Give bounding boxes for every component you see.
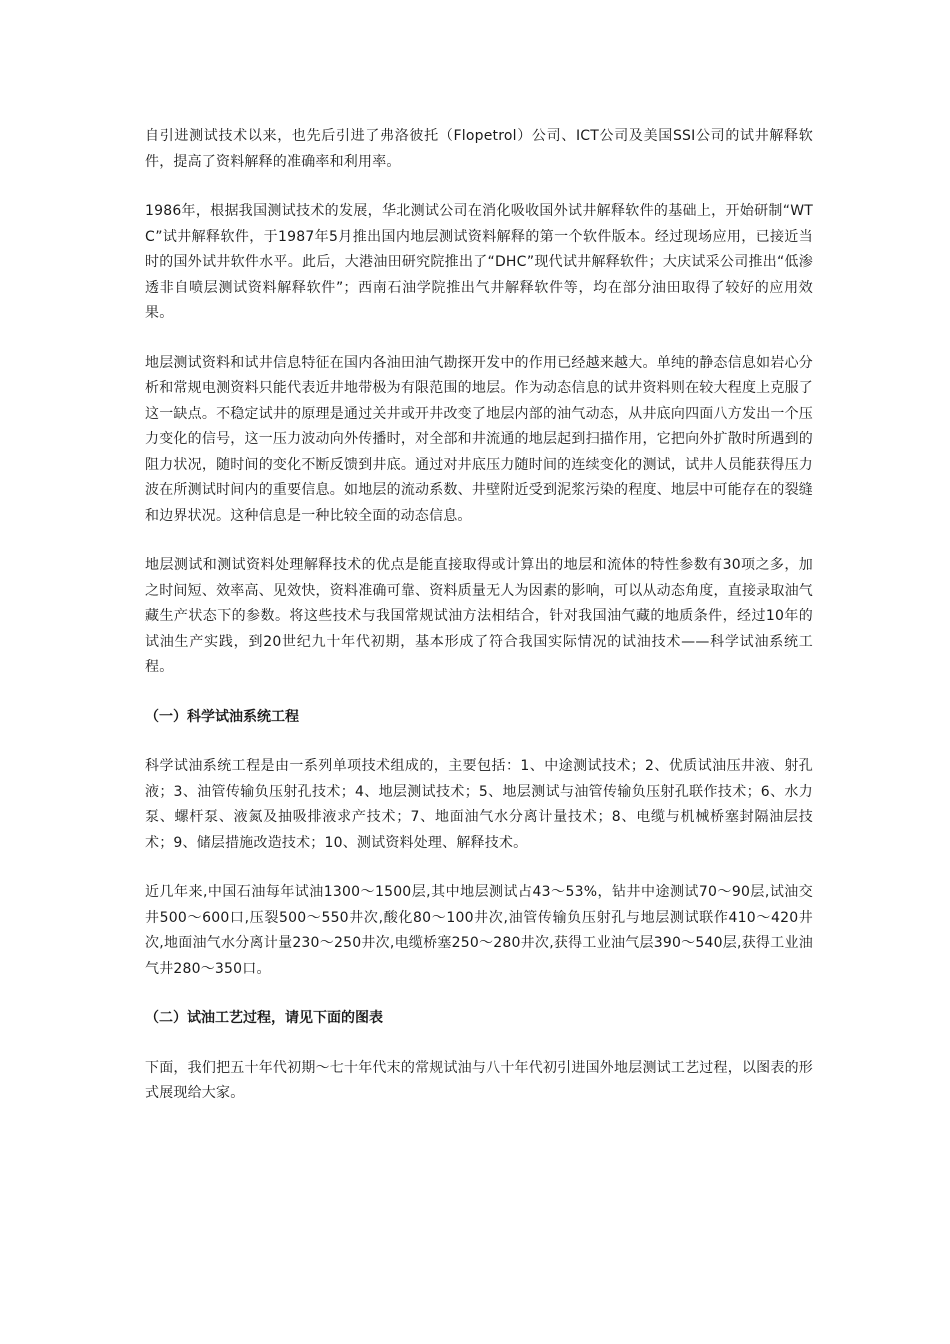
paragraph-annual-statistics: 近几年来,中国石油每年试油1300～1500层,其中地层测试占43～53%，钻井中途测试70～90层,试油交井500～600口,压裂500～550井次,酸化80～100井次,油管传输负压射孔与地层测试联作410～420井次,地面油气水分离计量230～250井次,电缆桥塞250～280井次,获得工业油气层390～540层,获得工业油气井280～350口。 (145, 884, 813, 977)
paragraph-process-intro: 下面，我们把五十年代初期～七十年代末的常规试油与八十年代初引进国外地层测试工艺过程，以图表的形式展现给大家。 (145, 1059, 813, 1101)
paragraph-software-intro: 自引进测试技术以来，也先后引进了弗洛彼托（Flopetrol）公司、ICT公司及美国SSI公司的试井解释软件，提高了资料解释的准确率和利用率。 (145, 128, 813, 170)
paragraph-testing-advantages: 地层测试和测试资料处理解释技术的优点是能直接取得或计算出的地层和流体的特性参数有30项之多，加之时间短、效率高、见效快，资料准确可靠、资料质量无人为因素的影响，可以从动态角度，直接录取油气藏生产状态下的参数。将这些技术与我国常规试油方法相结合，针对我国油气藏的地质条件，经过10年的试油生产实践，到20世纪九十年代初期，基本形成了符合我国实际情况的试油技术——科学试油系统工程。 (145, 557, 813, 675)
section-heading-process: （二）试油工艺过程，请见下面的图表 (145, 1010, 383, 1026)
section-heading-scientific-oil-testing: （一）科学试油系统工程 (145, 708, 299, 725)
paragraph-software-history: 1986年，根据我国测试技术的发展，华北测试公司在消化吸收国外试井解释软件的基础上，开始研制“WTC”试井解释软件，于1987年5月推出国内地层测试资料解释的第一个软件版本。经过现场应用，已接近当时的国外试井软件水平。此后，大港油田研究院推出了“DHC”现代试井解释软件；大庆试采公司推出“低渗透非自喷层测试资料解释软件”；西南石油学院推出气井解释软件等，均在部分油田取得了较好的应用效果。 (145, 203, 813, 321)
document-body (145, 124, 813, 1131)
paragraph-well-test-info: 地层测试资料和试井信息特征在国内各油田油气勘探开发中的作用已经越来越大。单纯的静态信息如岩心分析和常规电测资料只能代表近井地带极为有限范围的地层。作为动态信息的试井资料则在较大程度上克服了这一缺点。不稳定试井的原理是通过关井或开井改变了地层内部的油气动态，从井底向四面八方发出一个压力变化的信号，这一压力波动向外传播时，对全部和井流通的地层起到扫描作用，它把向外扩散时所遇到的阻力状况，随时间的变化不断反馈到井底。通过对井底压力随时间的连续变化的测试，试井人员能获得压力波在所测试时间内的重要信息。如地层的流动系数、井壁附近受到泥浆污染的程度、地层中可能存在的裂缝和边界状况。这种信息是一种比较全面的动态信息。 (145, 354, 813, 524)
paragraph-system-components: 科学试油系统工程是由一系列单项技术组成的，主要包括：1、中途测试技术；2、优质试油压井液、射孔液；3、油管传输负压射孔技术；4、地层测试技术；5、地层测试与油管传输负压射孔联作技术；6、水力泵、螺杆泵、液氮及抽吸排液求产技术；7、地面油气水分离计量技术；8、电缆与机械桥塞封隔油层技术；9、储层措施改造技术；10、测试资料处理、解释技术。 (145, 758, 813, 851)
